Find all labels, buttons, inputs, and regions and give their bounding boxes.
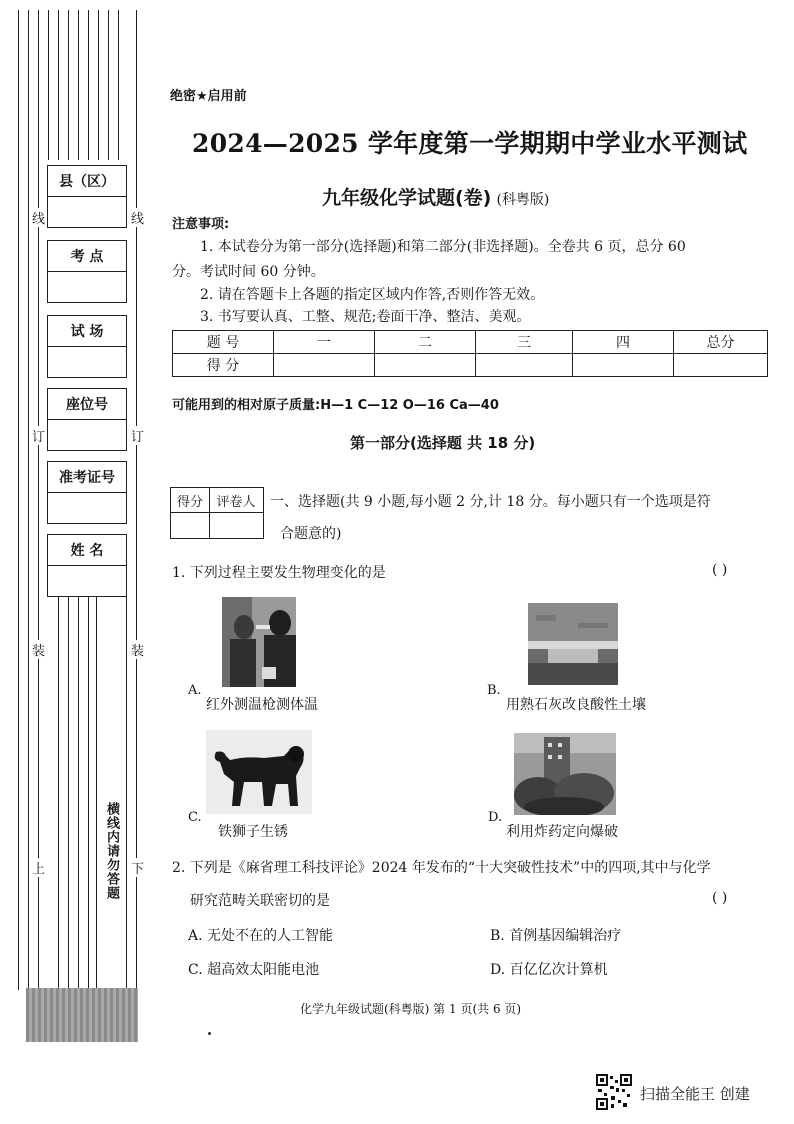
table-cell[interactable]: [674, 354, 768, 377]
admission-number-label: 准考证号: [48, 462, 126, 493]
q2-option-c[interactable]: [188, 959, 319, 979]
q2-option-d-text: 百亿亿次计算机: [509, 962, 608, 978]
binding-char-left: 上: [32, 858, 45, 877]
atomic-masses: 可能用到的相对原子质量:H—1 C—12 O—16 Ca—40: [172, 398, 499, 413]
q1-option-c-letter[interactable]: C.: [188, 810, 202, 825]
grader-header: 评卷人: [216, 494, 256, 510]
q1-option-a-letter[interactable]: A.: [188, 683, 202, 698]
q1-option-d-letter[interactable]: D.: [488, 810, 503, 825]
table-cell: 四: [573, 331, 674, 354]
seat-number-field[interactable]: [47, 388, 127, 451]
subtitle-row: [322, 183, 549, 210]
q1-option-d-text: 利用炸药定向爆破: [506, 824, 618, 840]
table-cell: 总分: [674, 331, 768, 354]
q1-option-b-image: [528, 603, 618, 685]
q1-option-a-text: 红外测温枪测体温: [206, 697, 318, 713]
exam-center-field[interactable]: [47, 240, 127, 303]
table-cell: 三: [476, 331, 573, 354]
binding-char-right: 线: [131, 208, 144, 227]
table-row: [173, 354, 768, 377]
q1-option-c-text: 铁狮子生锈: [218, 824, 288, 840]
notes-item-1: 1. 本试卷分为第一部分(选择题)和第二部分(非选择题)。全卷共 6 页，总分 60: [200, 239, 686, 255]
q2-option-c-text: 超高效太阳能电池: [207, 962, 320, 978]
binding-char-left: 订: [32, 426, 45, 445]
q2-stem-cont: 研究范畴关联密切的是: [190, 893, 330, 909]
q2-option-d[interactable]: [490, 959, 608, 979]
table-cell: 二: [375, 331, 476, 354]
q2-option-b[interactable]: [490, 925, 621, 945]
binding-char-right: 下: [131, 858, 144, 877]
table-cell[interactable]: [375, 354, 476, 377]
table-cell[interactable]: [573, 354, 674, 377]
q2-option-c-letter: C.: [188, 962, 203, 978]
exam-room-label: 试 场: [48, 316, 126, 347]
binding-char-left: 装: [32, 640, 45, 659]
q2-option-b-text: 首例基因编辑治疗: [509, 928, 622, 944]
notes-item-2: 2. 请在答题卡上各题的指定区域内作答,否则作答无效。: [200, 287, 545, 303]
q2-option-a[interactable]: [188, 925, 333, 945]
name-label: 姓 名: [48, 535, 126, 566]
page-footer: 化学九年级试题(科粤版) 第 1 页(共 6 页): [300, 1002, 522, 1016]
binding-char-right: 订: [131, 426, 144, 445]
binding-char-left: 线: [32, 208, 45, 227]
part1-title-text: 第一部分(选择题 共 18 分): [350, 434, 536, 452]
section1-instruction: 一、选择题(共 9 小题,每小题 2 分,计 18 分。每小题只有一个选项是符: [270, 494, 711, 510]
table-cell[interactable]: [476, 354, 573, 377]
q1-answer-bracket[interactable]: ( ): [712, 562, 728, 578]
county-field[interactable]: [47, 165, 127, 228]
table-cell: 得 分: [173, 354, 274, 377]
notes-item-1-cont: 分。考试时间 60 分钟。: [172, 264, 325, 280]
county-label: 县（区）: [48, 166, 126, 197]
admission-number-field[interactable]: [47, 461, 127, 524]
q2-option-d-letter: D.: [490, 962, 506, 978]
table-cell: 题 号: [173, 331, 274, 354]
table-row: [173, 331, 768, 354]
q2-option-b-letter: B.: [490, 928, 505, 944]
q1-option-c-image: [206, 730, 312, 814]
score-table: [172, 330, 768, 377]
seat-number-label: 座位号: [48, 389, 126, 420]
q1-option-d-image: [514, 733, 616, 815]
no-answer-warning: 横线内请勿答题: [104, 802, 119, 900]
subtitle: 九年级化学试题(卷): [322, 187, 492, 209]
scanner-watermark: 扫描全能王 创建: [640, 1085, 750, 1103]
page-title: 2024—2025 学年度第一学期期中学业水平测试: [192, 129, 748, 158]
q2-answer-bracket[interactable]: ( ): [712, 890, 728, 906]
part1-title: [350, 432, 535, 453]
binding-char-right: 装: [131, 640, 144, 659]
qr-code-icon: [596, 1074, 632, 1110]
exam-room-field[interactable]: [47, 315, 127, 378]
score-header: 得分: [176, 494, 203, 510]
section1-instruction-cont: 合题意的): [280, 526, 342, 542]
scan-shadow: [26, 988, 138, 1042]
exam-center-label: 考 点: [48, 241, 126, 272]
q2-option-a-text: 无处不在的人工智能: [207, 928, 334, 944]
scan-dot: [208, 1032, 211, 1035]
edition-label: (科粤版): [496, 192, 550, 208]
table-cell: 一: [274, 331, 375, 354]
q2-option-a-letter: A.: [188, 928, 203, 944]
name-field[interactable]: [47, 534, 127, 597]
notes-heading: 注意事项:: [172, 217, 230, 232]
table-cell[interactable]: [274, 354, 375, 377]
secret-label: 绝密★启用前: [170, 89, 247, 104]
grade-box: [170, 487, 264, 539]
q2-stem: 2. 下列是《麻省理工科技评论》2024 年发布的“十大突破性技术”中的四项,其中与化学: [172, 860, 711, 876]
notes-item-3: 3. 书写要认真、工整、规范;卷面干净、整洁、美观。: [200, 309, 531, 325]
q1-option-a-image: [222, 597, 296, 687]
q1-option-b-text: 用熟石灰改良酸性土壤: [506, 697, 646, 713]
q1-option-b-letter[interactable]: B.: [487, 683, 501, 698]
q1-stem: 1. 下列过程主要发生物理变化的是: [172, 565, 386, 581]
